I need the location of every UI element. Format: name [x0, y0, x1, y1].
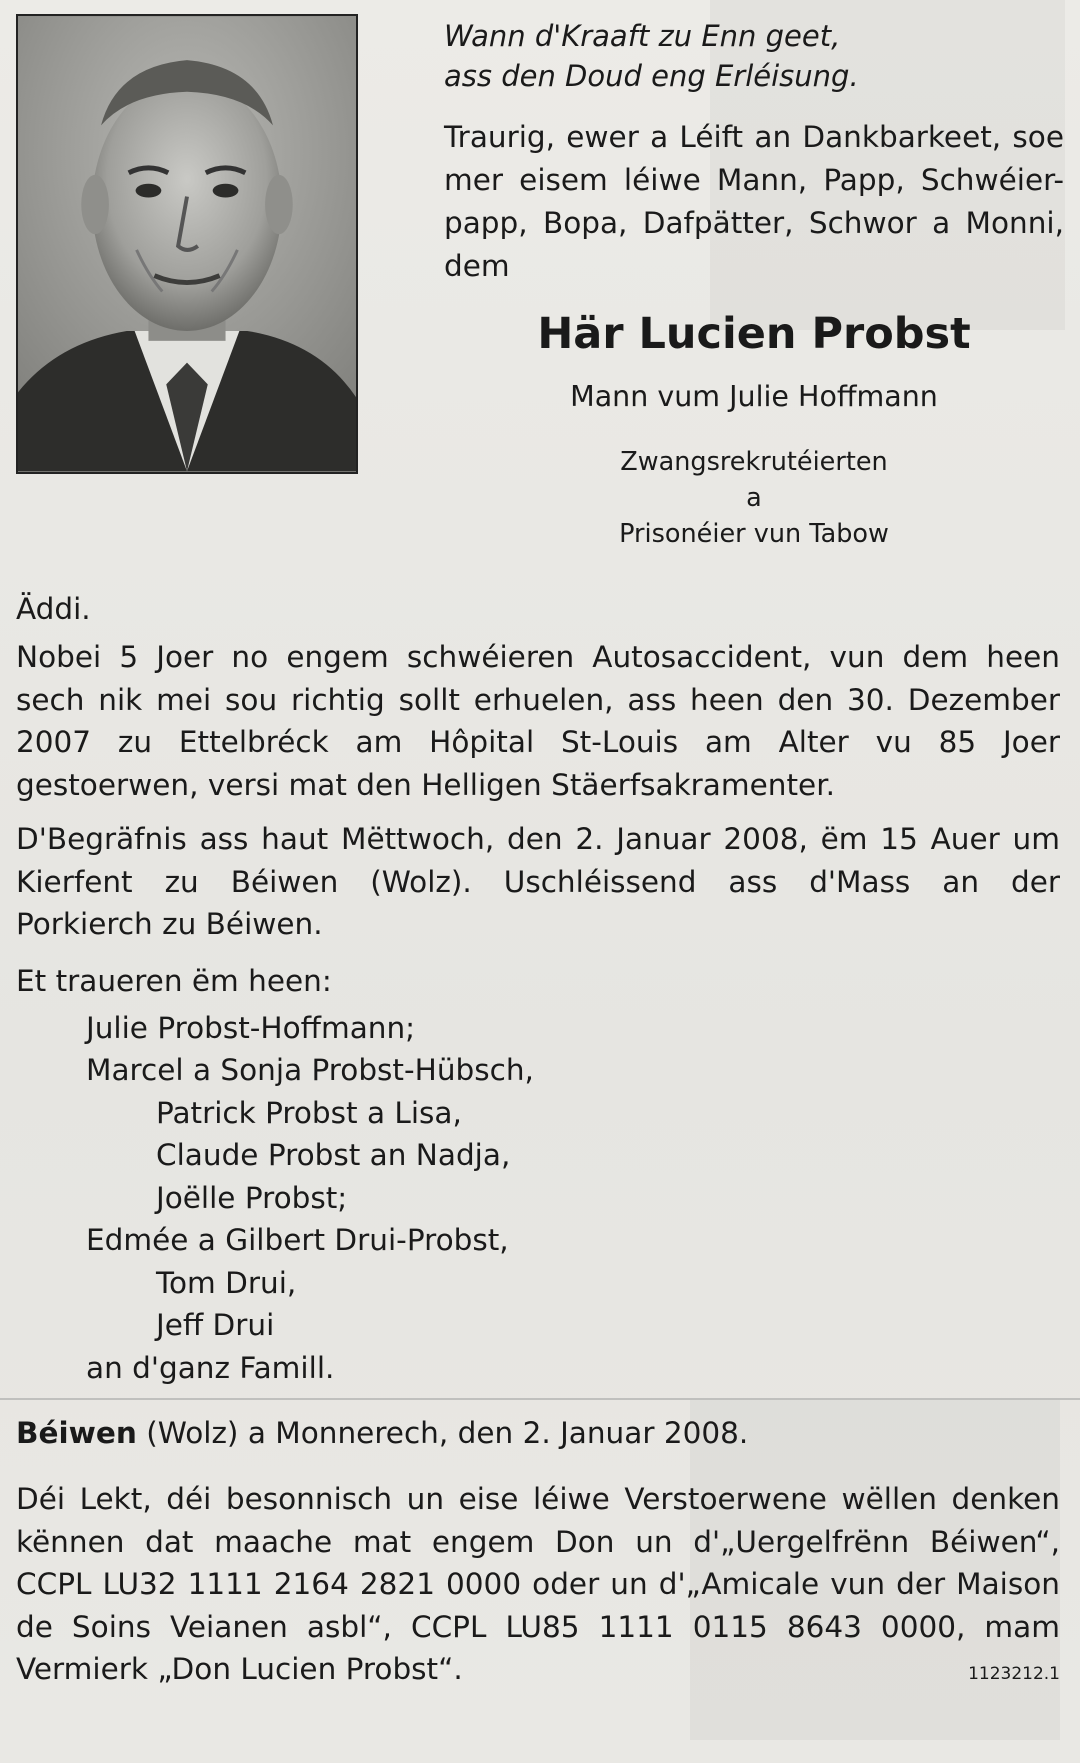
paragraph-line: Porkierch zu Béiwen. [16, 907, 323, 941]
intro-line: Traurig, ewer a Léift an Dankbarkeet, soe [444, 120, 1064, 154]
paragraph-line: de Soins Veianen asbl“, CCPL LU85 1111 0115 8643 0000, mam [16, 1609, 1060, 1644]
paragraph-line: Nobei 5 Joer no engem schwéieren Autosaccident, vun dem heen [16, 640, 1060, 674]
deceased-titles [444, 444, 1064, 552]
portrait-icon [18, 16, 356, 472]
intro-line: papp, Bopa, Dafpätter, Schwor a Monni, [444, 206, 1064, 240]
title-line: Zwangsrekrutéierten [620, 447, 888, 477]
mourners-heading: Et traueren ëm heen: [16, 964, 332, 998]
mourner: Patrick Probst a Lisa, [156, 1096, 462, 1130]
mourner: Tom Drui, [156, 1266, 297, 1300]
place-date-rest: (Wolz) a Monnerech, den 2. Januar 2008. [136, 1416, 749, 1450]
death-paragraph [16, 636, 1060, 806]
intro-line: dem [444, 249, 510, 283]
place-name: Béiwen [16, 1416, 137, 1450]
intro-text [444, 116, 1064, 288]
motto-line: ass den Doud eng Erléisung. [444, 59, 859, 93]
deceased-spouse: Mann vum Julie Hoffmann [570, 380, 938, 413]
portrait-photo [16, 14, 358, 474]
mourner: Julie Probst-Hoffmann; [86, 1011, 416, 1045]
paragraph-line: Déi Lekt, déi besonnisch un eise léiwe Verstoerwene wëllen denken [16, 1482, 1060, 1516]
paragraph-line: 2007 zu Ettelbréck am Hôpital St-Louis am Alter vu 85 Joer [16, 725, 1060, 759]
mourner: Edmée a Gilbert Drui-Probst, [86, 1223, 509, 1257]
motto [444, 16, 1054, 96]
paragraph-line: Vermierk „Don Lucien Probst“. [16, 1652, 463, 1686]
reference-number: 1123212.1 [968, 1664, 1060, 1684]
paragraph-line: sech nik mei sou richtig sollt erhuelen, ass heen den 30. Dezember [16, 682, 1060, 717]
mourner: Jeff Drui [156, 1308, 275, 1342]
paragraph-last-line [16, 1648, 1060, 1696]
paragraph-line: Kierfent zu Béiwen (Wolz). Uschléissend ass d'Mass an der [16, 864, 1060, 899]
mourner: Marcel a Sonja Probst-Hübsch, [86, 1053, 534, 1087]
intro-line: mer eisem léiwe Mann, Papp, Schwéier- [444, 163, 1064, 197]
donation-paragraph [16, 1478, 1060, 1696]
paragraph-line: D'Begräfnis ass haut Mëttwoch, den 2. Januar 2008, ëm 15 Auer um [16, 822, 1060, 856]
mourner: Joëlle Probst; [156, 1181, 348, 1215]
farewell: Äddi. [16, 592, 91, 626]
title-line: Prisonéier vun Tabow [619, 519, 889, 549]
paragraph-line: gestoerwen, versi mat den Helligen Stäerfsakramenter. [16, 767, 835, 802]
place-date [16, 1412, 1060, 1455]
funeral-paragraph [16, 818, 1060, 946]
motto-line: Wann d'Kraaft zu Enn geet, [444, 19, 841, 53]
title-line: a [746, 483, 762, 513]
mourner: an d'ganz Famill. [86, 1351, 335, 1385]
mourner: Claude Probst an Nadja, [156, 1138, 511, 1172]
paragraph-line: CCPL LU32 1111 2164 2821 0000 oder un d'„Amicale vun der Maison [16, 1567, 1060, 1601]
deceased-name: Här Lucien Probst [537, 309, 971, 359]
paragraph-line: kënnen dat maache mat engem Don un d'„Uergelfrënn Béiwen“, [16, 1524, 1060, 1559]
bleed-through-rule [0, 1398, 1080, 1400]
